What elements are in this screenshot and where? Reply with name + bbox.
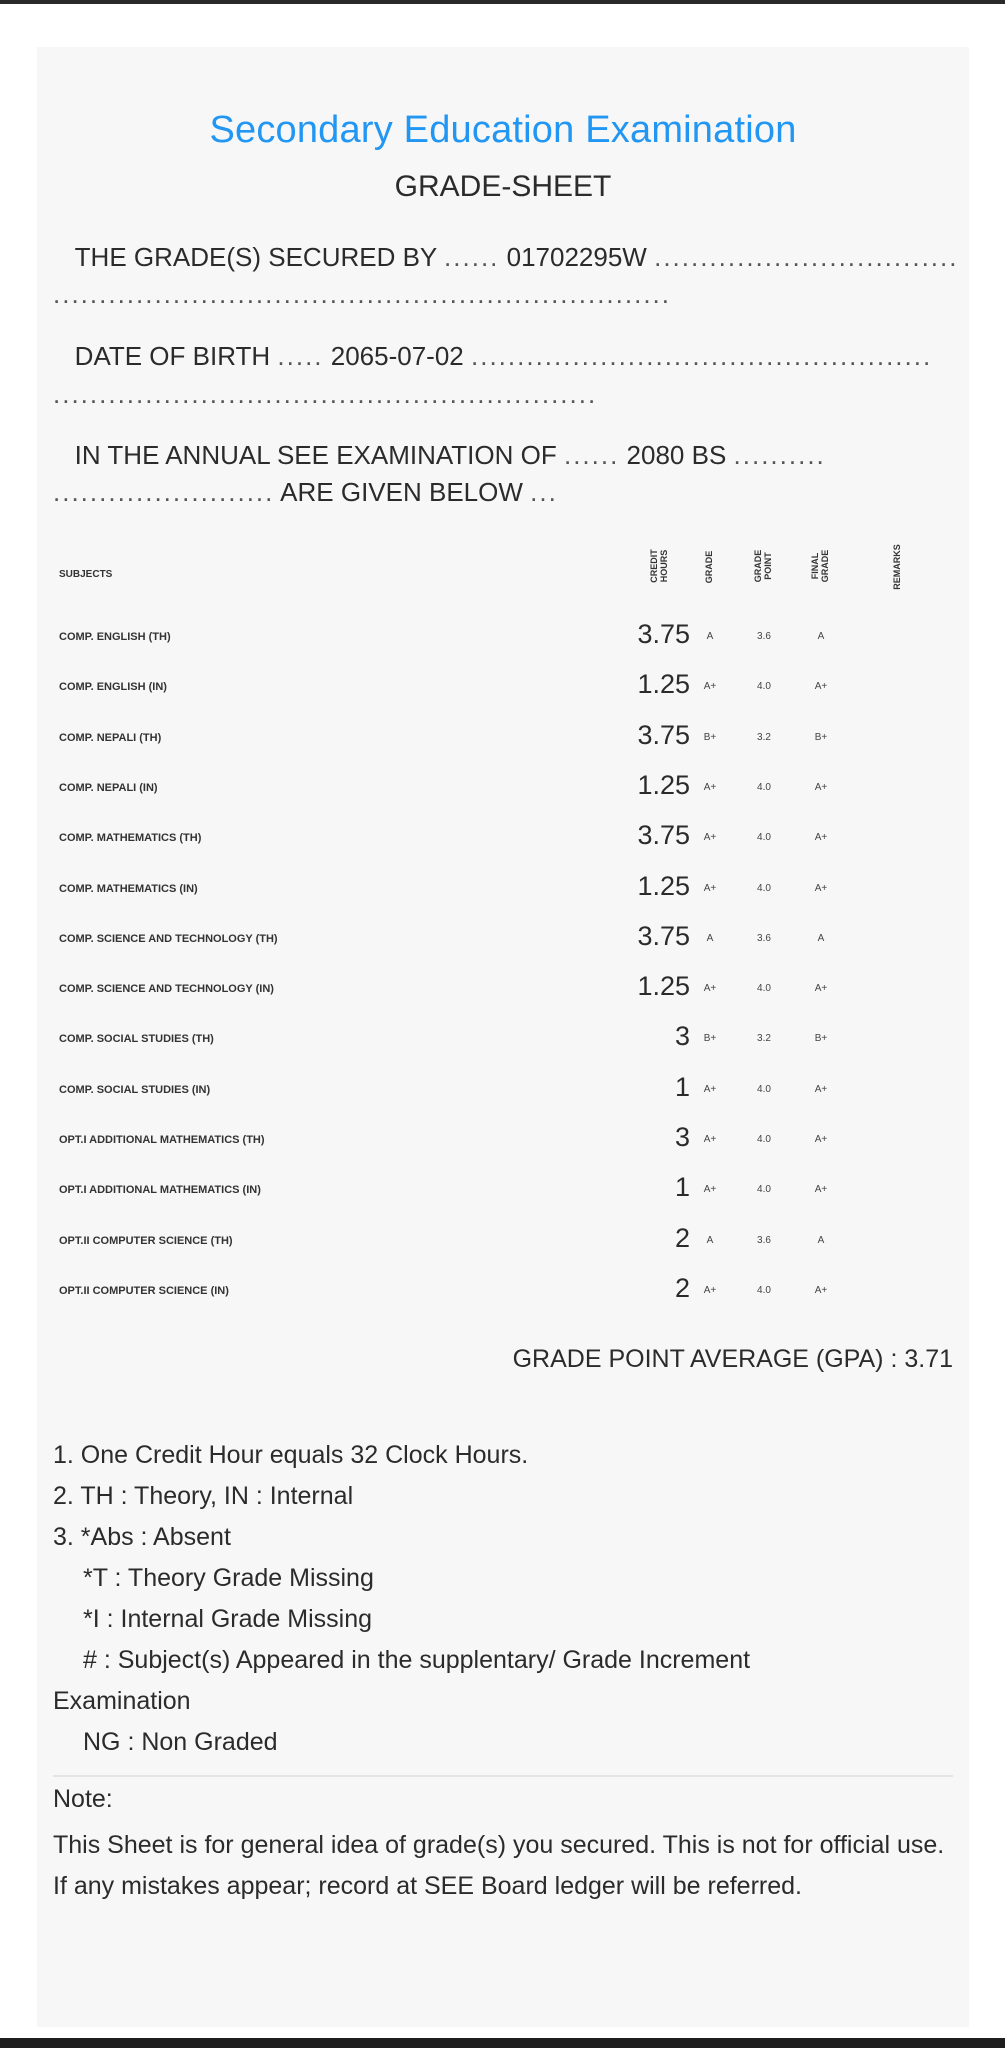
- subject-name: COMP. SOCIAL STUDIES (IN): [59, 1083, 211, 1096]
- credit-hours-value: 1.25: [637, 870, 690, 901]
- final-grade-value: B+: [814, 731, 828, 743]
- final-grade-value: A+: [814, 1284, 828, 1296]
- legend-item: NG : Non Graded: [83, 1728, 278, 1756]
- grade-point-value: 4.0: [757, 781, 771, 793]
- gpa-summary: GRADE POINT AVERAGE (GPA) : 3.71: [512, 1345, 953, 1373]
- grade-value: B+: [703, 1033, 717, 1045]
- legend-item: *T : Theory Grade Missing: [83, 1564, 374, 1592]
- grade-point-value: 4.0: [757, 983, 771, 995]
- grade-point-value: 4.0: [757, 1284, 771, 1296]
- final-grade-value: A+: [814, 781, 828, 793]
- grade-value: A: [706, 631, 714, 642]
- secured-by-dots: ...................................................................: [53, 279, 671, 309]
- page-title: Secondary Education Examination: [209, 109, 797, 151]
- subject-name: OPT.II COMPUTER SCIENCE (IN): [59, 1284, 229, 1297]
- grade-value: A+: [703, 1284, 717, 1296]
- subjects-header: SUBJECTS: [59, 569, 113, 580]
- grade-value: A+: [703, 832, 717, 844]
- final-grade-value: A+: [814, 1083, 828, 1095]
- credit-hours-value: 3.75: [637, 719, 690, 750]
- credit-hours-value: 3.75: [637, 619, 690, 649]
- subject-name: OPT.I ADDITIONAL MATHEMATICS (TH): [59, 1134, 265, 1146]
- grade-point-value: 3.6: [757, 1234, 771, 1246]
- note-body: This Sheet is for general idea of grade(s) you secured. This is not for official use. If any mistakes appear; record at SEE Board ledger will be referred.: [53, 1831, 945, 1900]
- final-grade-value: A+: [814, 681, 828, 693]
- symbol-number: 01702295W: [506, 242, 647, 272]
- dob-label: DATE OF BIRTH: [74, 341, 271, 371]
- credit-hours-header: CREDIT HOURS: [649, 549, 669, 583]
- grade-value: A+: [703, 882, 717, 894]
- grade-point-value: 3.6: [757, 932, 771, 944]
- legend-item: Examination: [53, 1687, 191, 1715]
- dob-line: DATE OF BIRTH ..... 2065-07-02 ..................................................: [74, 341, 933, 371]
- credit-hours-value: 3.75: [637, 820, 690, 851]
- subject-name: COMP. ENGLISH (TH): [59, 631, 171, 643]
- dob-value: 2065-07-02: [330, 341, 464, 371]
- given-below-line: ........................ ARE GIVEN BELOW ...: [53, 477, 558, 507]
- legend-item: 2. TH : Theory, IN : Internal: [53, 1482, 354, 1510]
- credit-hours-value: 1: [674, 1172, 690, 1203]
- grade-point-value: 3.2: [757, 731, 771, 743]
- credit-hours-value: 1.25: [637, 971, 690, 1002]
- page-subtitle: GRADE-SHEET: [394, 170, 612, 203]
- grade-value: B+: [703, 731, 717, 743]
- legend-item: 3. *Abs : Absent: [53, 1523, 231, 1551]
- subject-name: COMP. MATHEMATICS (IN): [59, 882, 198, 895]
- credit-hours-value: 1: [674, 1071, 690, 1102]
- final-grade-value: A+: [814, 983, 828, 995]
- subject-name: OPT.I ADDITIONAL MATHEMATICS (IN): [59, 1184, 261, 1197]
- grade-value: A: [706, 932, 714, 944]
- subject-name: COMP. ENGLISH (IN): [59, 681, 167, 694]
- given-below-text: ARE GIVEN BELOW: [280, 477, 523, 507]
- exam-label: IN THE ANNUAL SEE EXAMINATION OF: [74, 440, 557, 470]
- grade-value: A+: [703, 1184, 717, 1196]
- dob-dots: ...........................................................: [53, 379, 598, 409]
- final-grade-value: A+: [814, 1184, 828, 1196]
- credit-hours-value: 2: [674, 1222, 690, 1253]
- grade-value: A+: [703, 983, 717, 995]
- subject-name: COMP. SCIENCE AND TECHNOLOGY (IN): [59, 983, 274, 996]
- bottom-bar: [0, 2038, 1005, 2048]
- secured-by-line: THE GRADE(S) SECURED BY ...... 01702295W .................................: [74, 242, 959, 272]
- credit-hours-value: 3.75: [637, 920, 690, 951]
- grade-value: A+: [703, 781, 717, 793]
- grade-point-header: GRADE POINT: [753, 549, 773, 583]
- divider: [53, 1775, 953, 1777]
- subject-name: COMP. SCIENCE AND TECHNOLOGY (TH): [59, 932, 278, 945]
- grade-point-value: 3.2: [757, 1033, 771, 1045]
- subject-name: COMP. NEPALI (TH): [59, 731, 162, 744]
- final-grade-value: A: [817, 1234, 825, 1246]
- subject-name: COMP. MATHEMATICS (TH): [59, 832, 202, 845]
- grade-value: A: [706, 1234, 714, 1246]
- legend-item: # : Subject(s) Appeared in the supplentary/ Grade Increment: [83, 1646, 751, 1674]
- grade-point-value: 4.0: [757, 1134, 771, 1145]
- subject-name: OPT.II COMPUTER SCIENCE (TH): [59, 1234, 233, 1247]
- grade-point-value: 4.0: [757, 832, 771, 844]
- grade-point-value: 4.0: [757, 1184, 771, 1196]
- secured-by-label: THE GRADE(S) SECURED BY: [74, 242, 437, 272]
- credit-hours-value: 1.25: [637, 669, 690, 700]
- final-grade-value: B+: [814, 1033, 828, 1045]
- grade-value: A+: [703, 1083, 717, 1095]
- note-heading: Note:: [53, 1785, 113, 1813]
- grade-point-value: 3.6: [757, 631, 771, 642]
- exam-line: IN THE ANNUAL SEE EXAMINATION OF ...... 2080 BS ..........: [74, 440, 826, 470]
- final-grade-value: A: [817, 631, 825, 642]
- credit-hours-value: 1.25: [637, 769, 690, 800]
- grade-value: A+: [703, 1134, 717, 1145]
- exam-year: 2080 BS: [626, 440, 727, 470]
- subject-name: COMP. SOCIAL STUDIES (TH): [59, 1033, 214, 1046]
- final-grade-value: A+: [814, 882, 828, 894]
- credit-hours-value: 3: [674, 1122, 690, 1152]
- credit-hours-value: 2: [674, 1272, 690, 1303]
- grade-point-value: 4.0: [757, 882, 771, 894]
- legend-item: *I : Internal Grade Missing: [83, 1605, 373, 1633]
- grade-point-value: 4.0: [757, 681, 771, 693]
- grade-sheet-card: [37, 47, 969, 2027]
- grade-header: GRADE: [704, 550, 714, 584]
- credit-hours-value: 3: [674, 1021, 690, 1052]
- subject-name: COMP. NEPALI (IN): [59, 781, 158, 794]
- legend-item: 1. One Credit Hour equals 32 Clock Hours.: [53, 1441, 529, 1469]
- remarks-header: REMARKS: [892, 544, 902, 590]
- final-grade-value: A+: [814, 832, 828, 844]
- legend-notes: [53, 1435, 953, 1763]
- final-grade-value: A+: [814, 1134, 828, 1145]
- top-bar: [0, 0, 1005, 4]
- final-grade-value: A: [817, 932, 825, 944]
- grade-point-value: 4.0: [757, 1083, 771, 1095]
- final-grade-header: FINAL GRADE: [810, 549, 830, 583]
- grade-value: A+: [703, 681, 717, 693]
